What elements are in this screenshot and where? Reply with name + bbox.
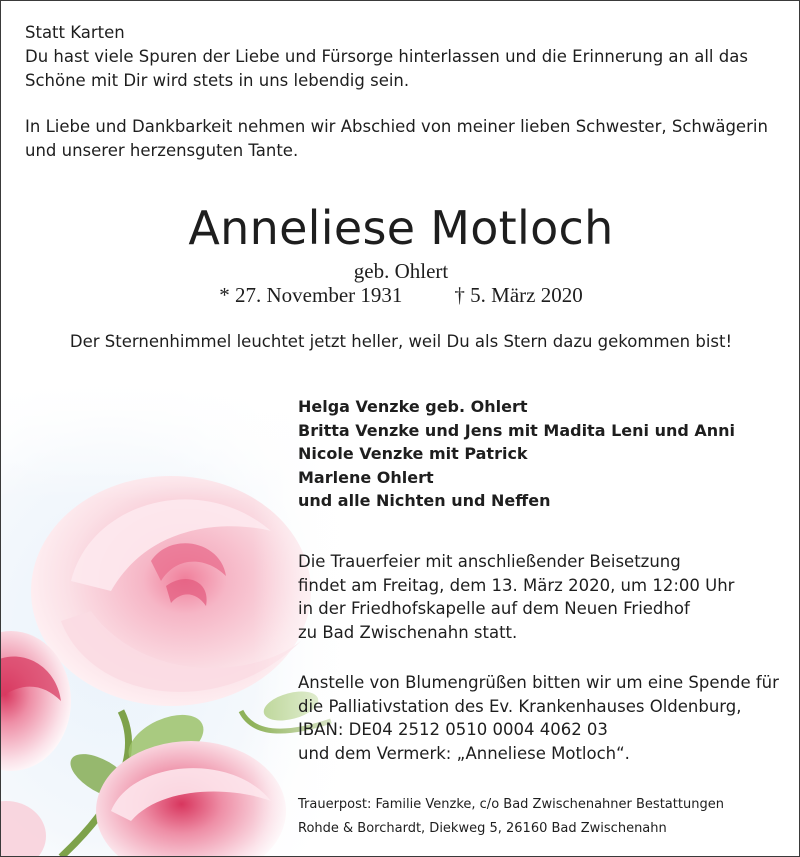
birth-date: * 27. November 1931 <box>219 283 403 307</box>
deceased-name: Anneliese Motloch <box>188 201 614 255</box>
intro-line: Du hast viele Spuren der Liebe und Fürsorge hinterlassen und die Erinnerung an all das <box>25 47 748 66</box>
donation-line: IBAN: DE04 2512 0510 0004 4062 03 <box>298 720 608 740</box>
mourner: Helga Venzke geb. Ohlert <box>298 397 528 416</box>
intro-line: Schöne mit Dir wird stets in uns lebendig sein. <box>25 71 410 90</box>
life-dates <box>1 283 800 307</box>
mourner: Nicole Venzke mit Patrick <box>298 444 528 464</box>
mourner: Marlene Ohlert <box>298 467 434 487</box>
donation-line: und dem Vermerk: „Anneliese Motloch“. <box>298 743 630 763</box>
birth-name: geb. Ohlert <box>353 259 449 283</box>
donation-line: Anstelle von Blumengrüßen bitten wir um eine Spende für <box>298 673 779 692</box>
intro-text <box>25 21 785 163</box>
intro-line: und unserer herzensguten Tante. <box>25 141 299 160</box>
intro-line: In Liebe und Dankbarkeit nehmen wir Abschied von meiner lieben Schwester, Schwägerin <box>25 117 768 136</box>
funeral-info <box>298 550 734 644</box>
memorial-quote: Der Sternenhimmel leuchtet jetzt heller, weil Du als Stern dazu gekommen bist! <box>69 332 733 351</box>
death-date: † 5. März 2020 <box>454 283 583 307</box>
funeral-line: Die Trauerfeier mit anschließender Beisetzung <box>298 552 681 571</box>
donation-line: die Palliativstation des Ev. Krankenhauses Oldenburg, <box>298 696 742 716</box>
trauerpost-address <box>298 793 724 841</box>
deceased-header <box>1 197 800 307</box>
mourner: und alle Nichten und Neffen <box>298 491 551 511</box>
trauerpost-line: Trauerpost: Familie Venzke, c/o Bad Zwischenahner Bestattungen <box>298 797 724 812</box>
donation-info <box>298 671 779 765</box>
mourner: Britta Venzke und Jens mit Madita Leni und Anni <box>298 420 736 440</box>
trauerpost-line: Rohde & Borchardt, Diekweg 5, 26160 Bad Zwischenahn <box>298 821 667 836</box>
mourners-list <box>298 395 735 513</box>
funeral-line: zu Bad Zwischenahn statt. <box>298 622 518 642</box>
intro-line: Statt Karten <box>25 23 125 42</box>
funeral-line: findet am Freitag, dem 13. März 2020, um 12:00 Uhr <box>298 575 735 595</box>
funeral-line: in der Friedhofskapelle auf dem Neuen Friedhof <box>298 599 690 619</box>
